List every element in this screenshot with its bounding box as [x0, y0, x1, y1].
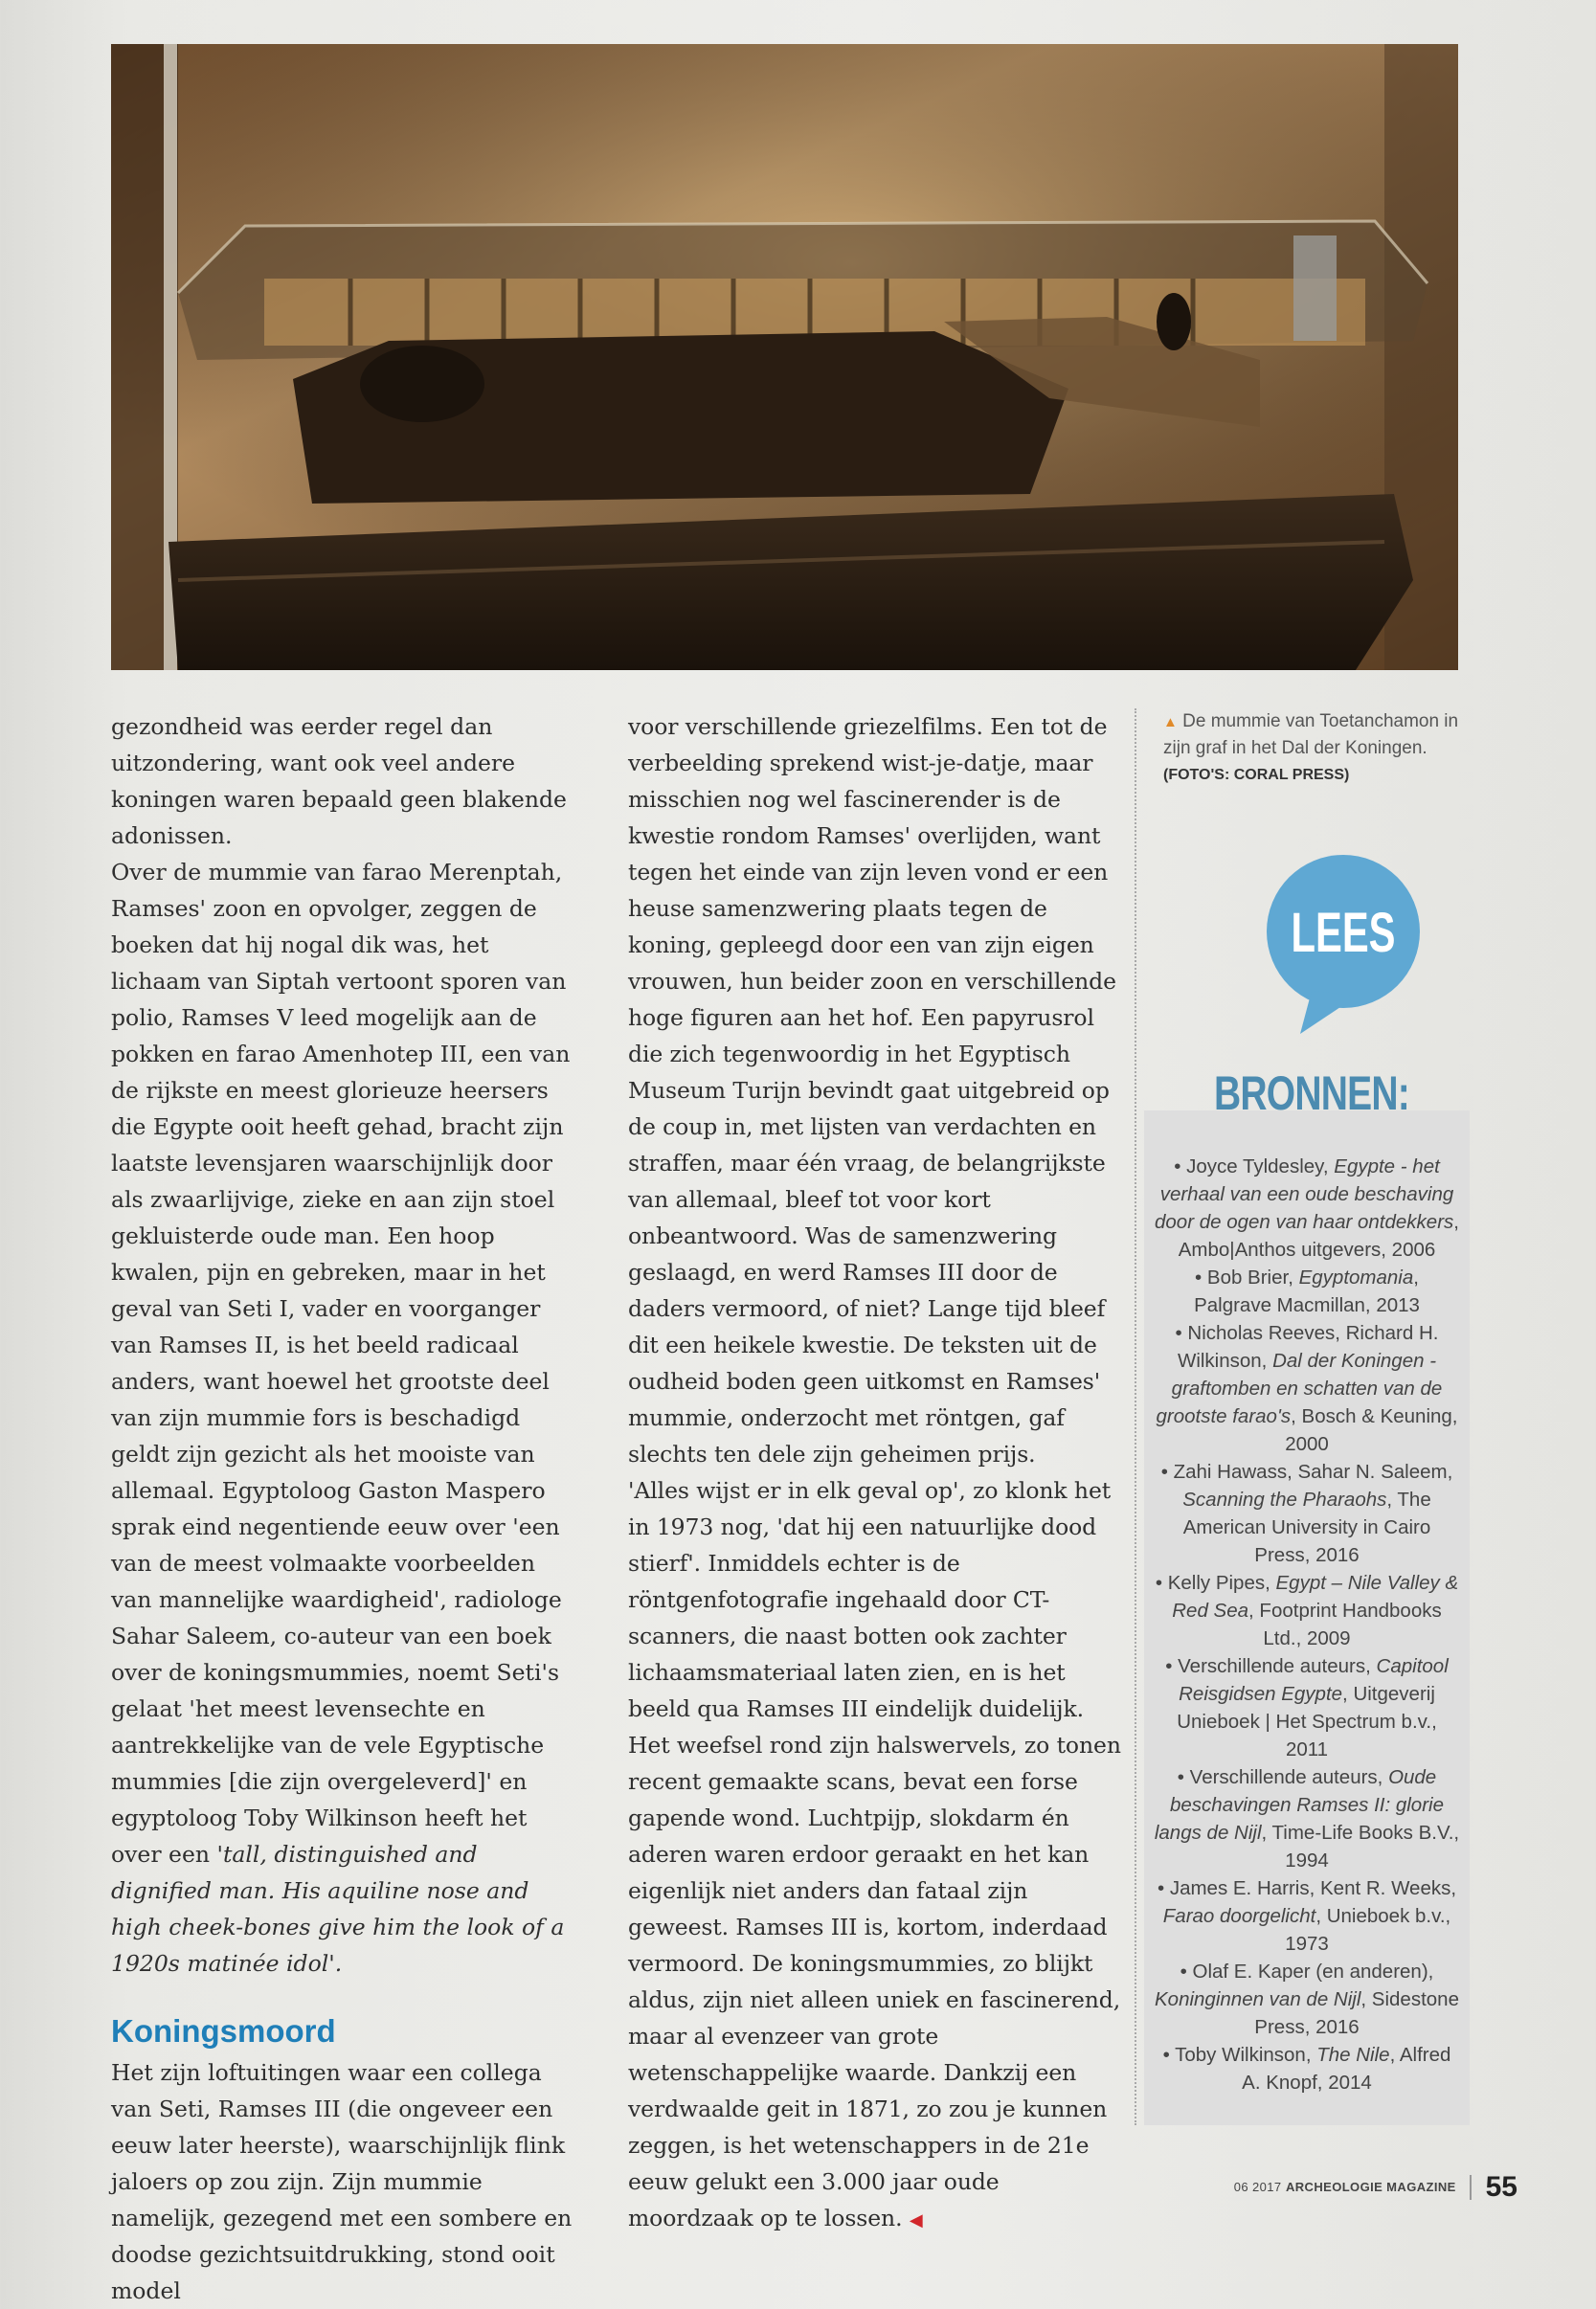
paragraph-text: 'Alles wijst er in elk geval op', zo klonk het in 1973 nog, 'dat hij een natuurlijke dood stierf'. Inmiddels echter is de röntgenfotografie ingehaald door CT-scanners, die naast botten ook zachter lichaamsmateriaal laten zien, en is het beeld qua Ramses III eindelijk duidelijk. Het weefsel rond zijn halswervels, zo tonen recent gemaakte scans, bevat een forse gapende wond. Luchtpijp, slokdarm én aderen waren erdoor geraakt en het kan eigenlijk niet anders dan fataal zijn geweest. Ramses III is, kortom, inderdaad vermoord. De koningsmummies, zo blijkt aldus, zijn niet alleen uniek en fascinerend, maar al evenzeer van grote wetenschappelijke waarde. Dankzij een verdwaalde geit in 1871, zo zou je kunnen zeggen, is het wetenschappers in de 21e eeuw gelukt een 3.000 jaar oude moordzaak op te lossen.	[628, 1477, 1121, 2231]
source-publisher: , Unieboek b.v., 1973	[1285, 1905, 1451, 1955]
paragraph: Het zijn loftuitingen waar een collega van Seti, Ramses III (die ongeveer een eeuw later heerste), waarschijnlijk flink jaloers op zou zijn. Zijn mummie namelijk, gezegend met een sombere en doodse gezichtsuitdrukking, stond ooit model	[111, 2059, 573, 2304]
source-item	[1154, 1153, 1460, 1264]
bullet-icon: •	[1174, 1155, 1187, 1177]
source-publisher: , Bosch & Keuning, 2000	[1285, 1405, 1458, 1455]
article-column-2	[628, 708, 1126, 2239]
quote: 'tall, distinguished and dignified man. His aquiline nose and high cheek-bones give him the look of a 1920s matinée idol'.	[111, 1841, 565, 1977]
footer-separator	[1470, 2175, 1472, 2200]
source-publisher: , Palgrave Macmillan, 2013	[1194, 1267, 1420, 1316]
source-title: Farao doorgelicht	[1162, 1905, 1316, 1927]
source-author: Verschillende auteurs,	[1189, 1766, 1389, 1788]
source-title: The Nile	[1316, 2044, 1390, 2066]
source-title: Koninginnen van de Nijl	[1155, 1988, 1361, 2010]
source-author: Nicholas Reeves, Richard H. Wilkinson,	[1177, 1322, 1439, 1372]
lees-speech-bubble	[1262, 852, 1425, 1039]
source-title: Capitool Reisgidsen Egypte	[1179, 1655, 1449, 1705]
source-title: Oude beschavingen Ramses II: glorie langs de Nijl	[1154, 1766, 1444, 1844]
source-title: Dal der Koningen - graftomben en schatten van de grootste farao's	[1156, 1350, 1443, 1427]
source-title: Egypt – Nile Valley & Red Sea	[1172, 1572, 1459, 1622]
paragraph	[628, 1472, 1126, 2239]
bullet-icon: •	[1175, 1322, 1188, 1344]
source-item	[1154, 1652, 1460, 1763]
caption-text: De mummie van Toetanchamon in zijn graf in het Dal der Koningen.	[1163, 711, 1459, 758]
source-item	[1154, 1458, 1460, 1569]
bullet-icon: •	[1160, 1461, 1174, 1483]
source-publisher: , Time-Life Books B.V., 1994	[1261, 1822, 1460, 1872]
paragraph: gezondheid was eerder regel dan uitzondering, want ook veel andere koningen waren bepaald geen blakende adonissen.	[111, 713, 567, 849]
paragraph: voor verschillende griezelfilms. Een tot de verbeelding sprekend wist-je-datje, maar misschien nog wel fascinerender is de kwestie rondom Ramses' overlijden, want tegen het einde van zijn leven vond er een heuse samenzwering plaats tegen de koning, gepleegd door een van zijn eigen vrouwen, hun beider zoon en verschillende hoge figuren aan het hof. Een papyrusrol die zich tegenwoordig in het Egyptisch Museum Turijn bevindt gaat uitgebreid op de coup in, met lijsten van verdachten en straffen, maar één vraag, de belangrijkste van allemaal, bleef tot voor kort onbeantwoord. Was de samenzwering geslaagd, en werd Ramses III door de daders vermoord, of niet? Lange tijd bleef dit een heikele kwestie. De teksten uit de oudheid boden geen uitkomst en Ramses' mummie, onderzocht met röntgen, gaf slechts ten dele zijn geheimen prijs.	[628, 713, 1116, 1468]
source-author: Bob Brier,	[1206, 1267, 1299, 1289]
bullet-icon: •	[1177, 1766, 1190, 1788]
source-item	[1154, 1763, 1460, 1874]
page-footer	[1234, 2171, 1517, 2204]
source-item	[1154, 2041, 1460, 2096]
source-item	[1154, 1874, 1460, 1958]
tomb-photo	[111, 44, 1458, 670]
photo-caption	[1163, 708, 1479, 788]
caption-triangle-icon: ▲	[1163, 714, 1178, 730]
bullet-icon: •	[1157, 1877, 1170, 1899]
bullet-icon: •	[1162, 2044, 1176, 2066]
source-author: Verschillende auteurs,	[1178, 1655, 1377, 1677]
speech-bubble-icon	[1262, 852, 1425, 1039]
end-mark-icon: ◀	[909, 2210, 923, 2231]
source-author: Toby Wilkinson,	[1175, 2044, 1317, 2066]
bullet-icon: •	[1195, 1267, 1207, 1289]
source-author: James E. Harris, Kent R. Weeks,	[1169, 1877, 1457, 1899]
source-title: Egypte - het verhaal van een oude beschaving door de ogen van haar ontdekkers	[1155, 1155, 1454, 1233]
source-author: Joyce Tyldesley,	[1186, 1155, 1335, 1177]
source-item	[1154, 1264, 1460, 1319]
source-item	[1154, 1958, 1460, 2041]
paragraph-text: Over de mummie van farao Merenptah, Ramses' zoon en opvolger, zeggen de boeken dat hij nogal dik was, het lichaam van Siptah vertoont sporen van polio, Ramses V leed mogelijk aan de pokken en farao Amenhotep III, een van de rijkste en meest glorieuze heersers die Egypte ooit heeft gehad, bracht zijn laatste levensjaren waarschijnlijk door als zwaarlijvige, zieke en aan zijn stoel gekluisterde oude man. Een hoop kwalen, pijn en gebreken, maar in het geval van Seti I, vader en voorganger van Ramses II, is het beeld radicaal anders, want hoewel het grootste deel van zijn mummie fors is beschadigd geldt zijn gezicht als het mooiste van allemaal. Egyptoloog Gaston Maspero sprak eind negentiende eeuw over 'een van de meest volmaakte voorbeelden van mannelijke waardigheid', radiologe Sahar Saleem, co-auteur van een boek over de koningsmummies, noemt Seti's gelaat 'het meest levensechte en aantrekkelijke van de vele Egyptische mummies [die zijn overgeleverd]' en egyptoloog Toby Wilkinson heeft het over een	[111, 859, 571, 1868]
source-publisher: , Footprint Handbooks Ltd., 2009	[1248, 1600, 1442, 1649]
sources-list	[1144, 1153, 1470, 2096]
source-publisher: , Alfred A. Knopf, 2014	[1242, 2044, 1451, 2094]
section-heading: Koningsmoord	[111, 2013, 336, 2049]
bullet-icon: •	[1155, 1572, 1168, 1594]
photo-credit: (FOTO'S: CORAL PRESS)	[1163, 767, 1350, 783]
photo-image	[111, 44, 1458, 670]
issue-date: 06 2017	[1233, 2180, 1282, 2195]
sources-title: BRONNEN:	[1214, 1066, 1409, 1120]
page-number: 55	[1485, 2171, 1517, 2203]
source-title: Scanning the Pharaohs	[1182, 1489, 1387, 1511]
source-author: Zahi Hawass, Sahar N. Saleem,	[1173, 1461, 1453, 1483]
bullet-icon: •	[1165, 1655, 1179, 1677]
source-publisher: , Ambo|Anthos uitgevers, 2006	[1178, 1211, 1459, 1261]
bullet-icon: •	[1180, 1961, 1193, 1983]
source-title: Egyptomania	[1298, 1267, 1414, 1289]
source-item	[1154, 1569, 1460, 1652]
source-item	[1154, 1319, 1460, 1458]
source-publisher: , Sidestone Press, 2016	[1254, 1988, 1459, 2038]
source-publisher: , The American University in Cairo Press, 2016	[1182, 1489, 1431, 1566]
source-author: Olaf E. Kaper (en anderen),	[1192, 1961, 1434, 1983]
source-publisher: , Uitgeverij Unieboek | Het Spectrum b.v., 2011	[1177, 1683, 1437, 1760]
paragraph	[111, 854, 580, 1982]
column-divider	[1135, 708, 1136, 2125]
sources-box	[1144, 1110, 1470, 2125]
magazine-name: ARCHEOLOGIE MAGAZINE	[1285, 2180, 1456, 2195]
article-column-1	[111, 708, 580, 2309]
source-author: Kelly Pipes,	[1167, 1572, 1276, 1594]
bubble-label: LEES	[1291, 901, 1396, 964]
